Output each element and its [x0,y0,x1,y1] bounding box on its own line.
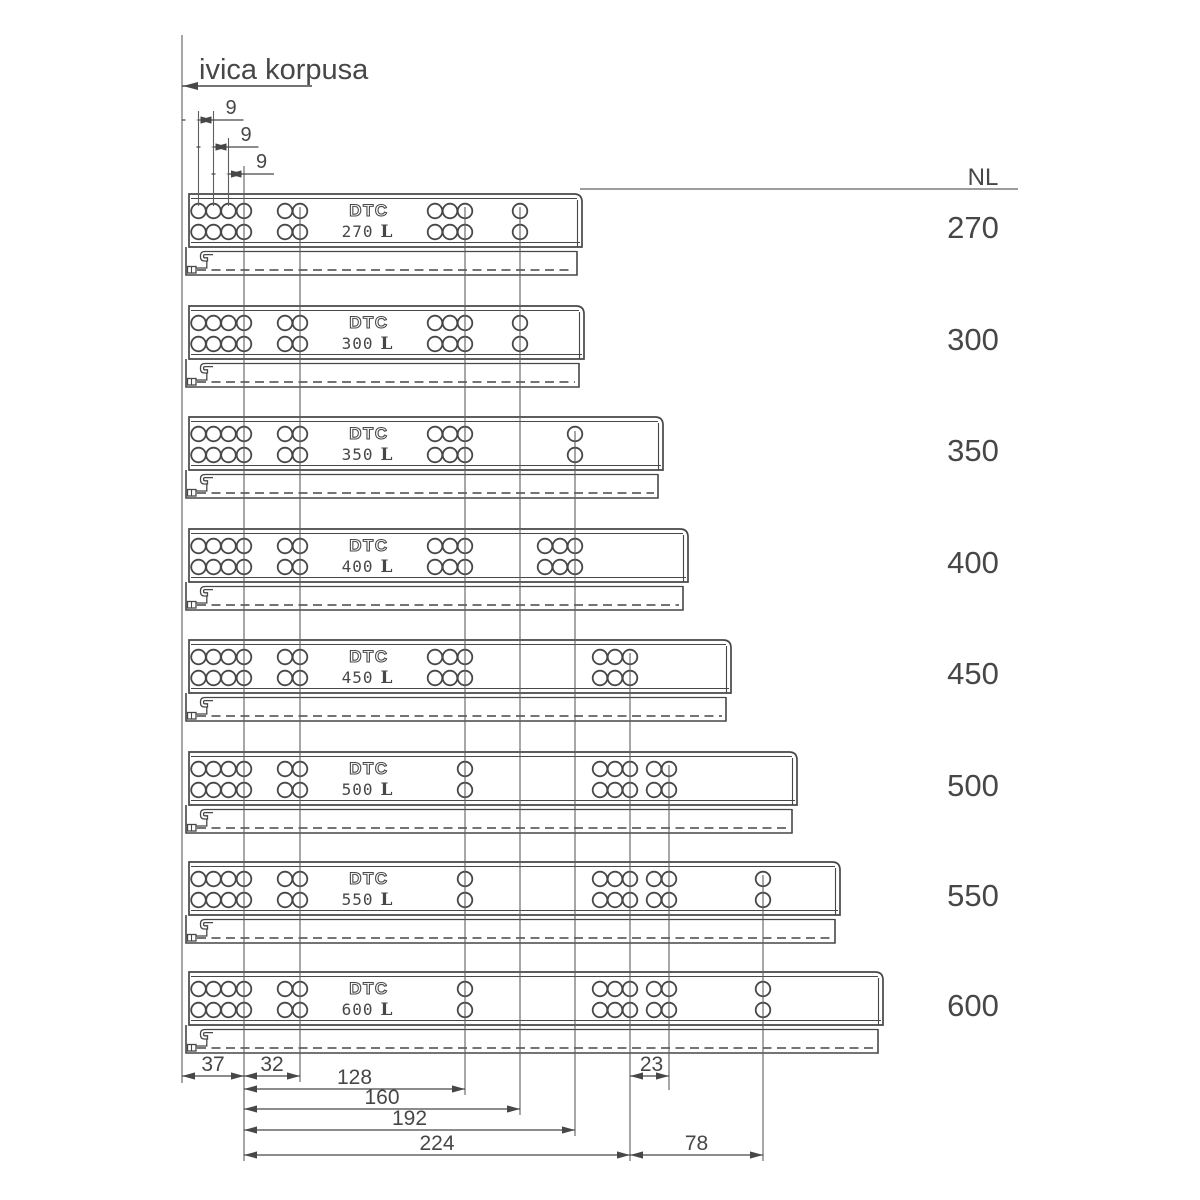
mounting-hole [221,448,236,463]
arrow-mask [186,116,199,123]
rail-hook-profile [201,698,214,708]
brand-logo: DTC [349,869,389,888]
mounting-hole [593,872,608,887]
mounting-hole [593,762,608,777]
mounting-hole [647,982,662,997]
mounting-hole [538,560,553,575]
slides-group [186,194,883,1053]
rail-hook-profile [201,587,214,597]
edge-pointer-arrow [183,82,198,90]
mounting-hole [443,337,458,352]
mounting-hole [593,650,608,665]
bottom-dimension [244,1053,300,1080]
dimension-arrow [750,1151,763,1158]
mounting-hole [593,893,608,908]
slide-body-outline [189,640,731,693]
mounting-hole [191,650,206,665]
mounting-hole [443,539,458,554]
dimension-value: 78 [684,1132,709,1155]
bottom-dimension [244,1086,520,1113]
plate-suffix: L [380,334,393,354]
mounting-hole [206,872,221,887]
mounting-hole [608,671,623,686]
slide-row-270 [186,194,582,275]
plate-suffix: L [380,222,393,242]
mounting-hole [206,316,221,331]
nl-value: 300 [947,322,999,357]
bottom-dimension [630,1053,669,1080]
mounting-hole [428,560,443,575]
plate-number: 450 [341,668,374,687]
mounting-hole [206,762,221,777]
mounting-hole [608,982,623,997]
rail-hook-leg [196,1039,207,1046]
nl-value: 350 [947,433,999,468]
brand-logo: DTC [349,979,389,998]
mounting-hole [191,783,206,798]
bottom-dimension [244,1107,575,1134]
dimension-value: 128 [336,1066,373,1089]
plate-number: 270 [341,222,374,241]
mounting-hole [443,204,458,219]
mounting-hole [593,783,608,798]
nl-value: 400 [947,545,999,580]
plate-number: 350 [341,445,374,464]
mounting-hole [191,539,206,554]
mounting-hole [278,1003,293,1018]
mounting-hole [191,316,206,331]
mounting-hole [191,982,206,997]
dimension-arrow [216,143,229,150]
mounting-hole [278,762,293,777]
mounting-hole [206,1003,221,1018]
dimension-value: 37 [201,1053,225,1076]
dimension-arrow [617,1151,630,1158]
mounting-hole [221,225,236,240]
mounting-hole [428,316,443,331]
slide-row-450 [186,640,731,721]
rail-hook-profile [201,475,214,485]
mounting-hole [443,448,458,463]
mounting-hole [221,560,236,575]
dimension-value: 192 [391,1107,428,1130]
nl-value: 450 [947,656,999,691]
dimension-value: 23 [639,1053,664,1076]
mounting-hole [221,872,236,887]
plate-label [342,445,393,465]
mounting-hole [191,1003,206,1018]
mounting-hole [443,671,458,686]
plate-number: 600 [341,1000,374,1019]
mounting-hole [278,225,293,240]
mounting-hole [278,539,293,554]
mounting-hole [278,783,293,798]
mounting-hole [278,671,293,686]
mounting-hole [191,427,206,442]
mounting-hole [428,225,443,240]
slide-body-outline [189,417,663,470]
nl-column-header: NL [967,164,999,191]
mounting-hole [191,762,206,777]
dimension-arrow [244,1105,257,1112]
mounting-hole [608,762,623,777]
mounting-hole [191,671,206,686]
mounting-hole [443,427,458,442]
brand-logo: DTC [349,313,389,332]
mounting-hole [221,650,236,665]
mounting-hole [221,337,236,352]
mounting-hole [593,671,608,686]
mounting-hole [553,539,568,554]
plate-label [342,334,393,354]
mounting-hole [647,893,662,908]
dimension-arrow [630,1151,643,1158]
slide-body-outline [189,752,797,805]
rail-hook-leg [196,261,207,268]
top-dimension [182,97,244,206]
mounting-hole [608,872,623,887]
mounting-hole [608,650,623,665]
nl-value: 270 [947,210,999,245]
mounting-hole [278,448,293,463]
slide-row-400 [186,529,688,610]
mounting-hole [191,448,206,463]
dimension-value: 9 [240,124,252,146]
plate-suffix: L [380,557,393,577]
mounting-hole [221,316,236,331]
rail-hook-profile [201,1030,214,1040]
mounting-hole [443,316,458,331]
dimension-arrow [182,1072,195,1079]
mounting-hole [221,1003,236,1018]
rail-hook-profile [201,810,214,820]
mounting-hole [647,762,662,777]
mounting-hole [428,204,443,219]
dimension-arrow [562,1126,575,1133]
mounting-hole [428,337,443,352]
plate-suffix: L [380,668,393,688]
arrow-mask [201,143,214,150]
dimension-value: 160 [364,1086,400,1109]
mounting-hole [443,225,458,240]
dimension-value: 9 [225,97,237,119]
nl-value: 500 [947,768,999,803]
dimension-arrow [507,1105,520,1112]
brand-logo: DTC [349,424,389,443]
mounting-hole [647,1003,662,1018]
dimension-arrow [244,1072,257,1079]
slide-row-550 [186,862,840,943]
plate-label [342,557,393,577]
mounting-hole [278,982,293,997]
mounting-hole [221,539,236,554]
mounting-hole [278,204,293,219]
mounting-hole [221,427,236,442]
rail-hook-profile [201,252,214,262]
dimension-arrow [244,1126,257,1133]
plate-number: 400 [341,557,374,576]
slide-row-350 [186,417,663,498]
rail-hook-leg [196,707,207,714]
plate-suffix: L [380,445,393,465]
mounting-hole [206,650,221,665]
plate-label [342,1000,393,1020]
mounting-hole [221,893,236,908]
slide-row-500 [186,752,797,833]
rail-hook-profile [201,364,214,374]
mounting-hole [191,872,206,887]
dimension-arrow [231,1072,244,1079]
bottom-dimension [182,1053,244,1080]
mounting-hole [647,872,662,887]
bottom-dimension [630,1132,763,1159]
dimension-value: 9 [256,151,268,173]
mounting-hole [191,337,206,352]
plate-label [342,890,393,910]
mounting-hole [608,893,623,908]
slide-row-600 [186,972,883,1053]
plate-suffix: L [380,1000,393,1020]
rail-hook-leg [196,929,207,936]
nl-value: 600 [947,988,999,1023]
plate-suffix: L [380,890,393,910]
dimension-arrow [244,1151,257,1158]
mounting-hole [608,1003,623,1018]
mounting-hole [443,560,458,575]
mounting-hole [278,560,293,575]
plate-suffix: L [380,780,393,800]
rail-hook-leg [196,819,207,826]
top-dimensions-group [182,97,275,206]
mounting-hole [647,783,662,798]
mounting-hole [428,650,443,665]
mounting-hole [206,783,221,798]
mounting-hole [206,448,221,463]
mounting-hole [206,982,221,997]
mounting-hole [278,893,293,908]
mounting-hole [278,650,293,665]
bottom-dimensions-group [182,1053,763,1159]
mounting-hole [608,783,623,798]
dimension-value: 224 [419,1132,455,1155]
mounting-hole [206,560,221,575]
mounting-hole [206,337,221,352]
brand-logo: DTC [349,759,389,778]
rail-hook-leg [196,373,207,380]
slide-row-300 [186,306,584,387]
nl-value: 550 [947,878,999,913]
brand-logo: DTC [349,536,389,555]
header-labels-group [182,54,369,90]
mounting-hole [278,872,293,887]
mounting-hole [538,539,553,554]
mounting-hole [278,337,293,352]
mounting-hole [593,982,608,997]
mounting-hole [221,671,236,686]
plate-label [342,222,393,242]
mounting-hole [191,893,206,908]
mounting-hole [278,427,293,442]
brand-logo: DTC [349,201,389,220]
slide-body-outline [189,972,883,1025]
dimension-arrow [452,1085,465,1092]
rail-hook-leg [196,596,207,603]
mounting-hole [593,1003,608,1018]
dimension-arrow [231,170,244,177]
mounting-hole [221,783,236,798]
dimension-arrow [244,1085,257,1092]
mounting-hole [191,225,206,240]
cabinet-edge-label: ivica korpusa [199,54,369,86]
dimension-value: 32 [260,1053,284,1076]
brand-logo: DTC [349,647,389,666]
plate-number: 300 [341,334,374,353]
mounting-hole [206,893,221,908]
plate-number: 500 [341,780,374,799]
bottom-dimension [244,1132,630,1159]
rail-hook-leg [196,484,207,491]
mounting-hole [428,427,443,442]
mounting-hole [191,560,206,575]
mounting-hole [206,539,221,554]
mounting-hole [443,650,458,665]
mounting-hole [278,316,293,331]
rail-hook-profile [201,920,214,930]
mounting-hole [221,762,236,777]
dimension-arrow [201,116,214,123]
mounting-hole [206,427,221,442]
mounting-hole [428,539,443,554]
plate-number: 550 [341,890,374,909]
mounting-hole [221,982,236,997]
plate-label [342,780,393,800]
dimension-arrow [287,1072,300,1079]
mounting-hole [428,671,443,686]
mounting-hole [428,448,443,463]
plate-label [342,668,393,688]
mounting-hole [206,225,221,240]
mounting-hole [206,671,221,686]
mounting-hole [553,560,568,575]
arrow-mask [216,170,229,177]
